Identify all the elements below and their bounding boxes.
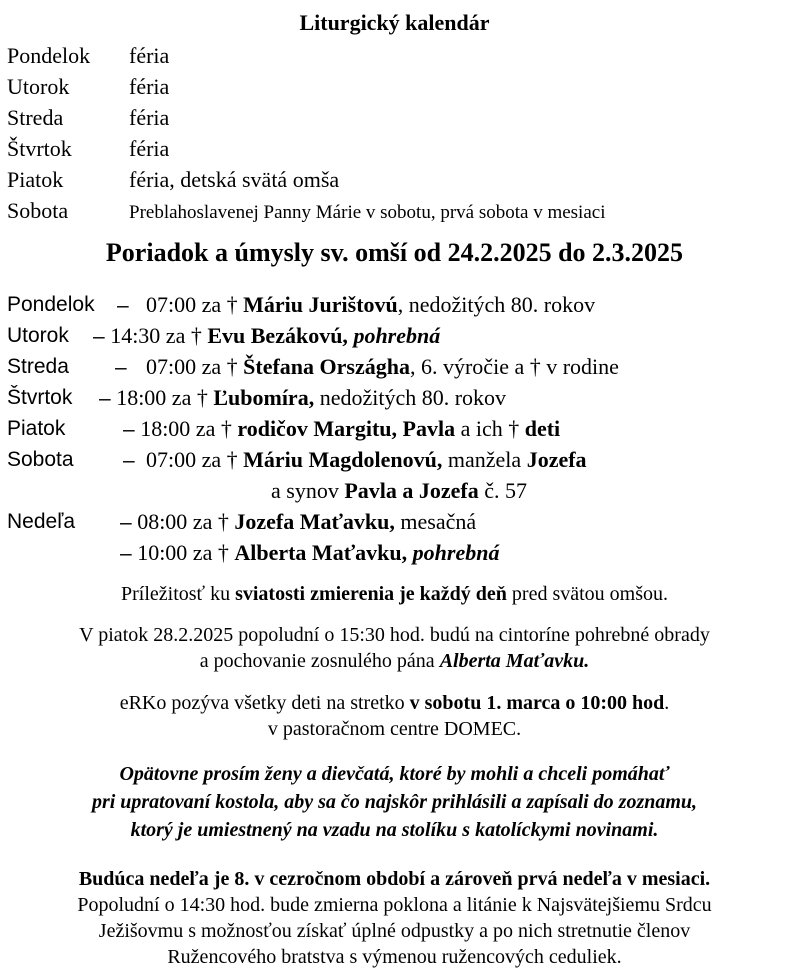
- liturgical-calendar-title: Liturgický kalendár: [299, 10, 490, 35]
- calendar-text: féria: [129, 43, 170, 68]
- mass-intention-note: č. 57: [478, 478, 527, 503]
- mass-day: Utorok: [7, 324, 69, 347]
- calendar-row: [7, 164, 605, 195]
- calendar-text: féria: [129, 74, 170, 99]
- mass-separator: –: [120, 542, 132, 565]
- mass-day: Pondelok: [7, 293, 95, 316]
- mass-intention-name: rodičov Margitu, Pavla: [237, 416, 456, 441]
- calendar-row: [7, 40, 605, 71]
- calendar-row: [7, 133, 605, 164]
- mass-intention-name: Jozefa Maťavku,: [234, 509, 395, 534]
- mass-time: 18:00 za †: [140, 416, 232, 441]
- mass-separator: –: [93, 325, 105, 348]
- mass-day: Streda: [7, 355, 69, 378]
- mass-day: Štvrtok: [7, 386, 73, 409]
- mass-intention-note: mesačná: [394, 509, 477, 534]
- mass-intention-note: pohrebná: [353, 323, 441, 348]
- calendar-day: Pondelok: [7, 43, 91, 68]
- calendar-day: Utorok: [7, 74, 70, 99]
- mass-intention-name: Alberta Maťavku,: [234, 540, 408, 565]
- mass-separator: –: [115, 356, 127, 379]
- mass-intention-name: Pavla a Jozefa: [344, 478, 479, 503]
- funeral-notice: V piatok 28.2.2025 popoludní o 15:30 hod. budú na cintoríne pohrebné obrady a pochovanie zosnulého pána Alberta Maťavku.: [79, 624, 710, 672]
- calendar-day: Sobota: [7, 198, 69, 223]
- mass-day: Piatok: [7, 417, 66, 440]
- mass-day: Sobota: [7, 448, 74, 471]
- mass-intention-name: Máriu Jurištovú: [243, 292, 398, 317]
- mass-separator: –: [120, 511, 132, 534]
- mass-time: 07:00 za †: [146, 354, 238, 379]
- mass-time: 07:00 za †: [146, 292, 238, 317]
- calendar-day: Piatok: [7, 167, 64, 192]
- mass-intention-note: a synov: [271, 478, 339, 503]
- mass-intention-name: Máriu Magdolenovú,: [243, 447, 443, 472]
- mass-separator: –: [123, 449, 135, 472]
- calendar-text: féria, detská svätá omša: [129, 167, 340, 192]
- liturgical-calendar: [7, 40, 605, 226]
- cleaning-request: Opätovne prosím ženy a dievčatá, ktoré by mohli a chceli pomáhať pri upratovaní kostola, aby sa čo najskôr prihlásili a zapísali do zoznamu, ktorý je umiestnený na vzadu na stolíku s katolíckymi novinami.: [91, 763, 698, 841]
- mass-intention-note: nedožitých 80. rokov: [314, 385, 507, 410]
- mass-intention-note: manžela: [442, 447, 522, 472]
- calendar-day: Streda: [7, 105, 64, 130]
- mass-separator: –: [123, 418, 135, 441]
- mass-time: 18:00 za †: [116, 385, 208, 410]
- mass-intention-name: Evu Bezákovú,: [207, 323, 348, 348]
- mass-day: Nedeľa: [7, 510, 76, 533]
- mass-intention-name: Štefana Országha: [243, 354, 410, 379]
- mass-intention-name: Ľubomíra,: [213, 385, 315, 410]
- calendar-row: [7, 71, 605, 102]
- confession-notice: Príležitosť ku sviatosti zmierenia je každý deň pred svätou omšou.: [120, 583, 668, 605]
- mass-time: 14:30 za †: [110, 323, 202, 348]
- calendar-text: féria: [129, 136, 170, 161]
- mass-time: 07:00 za †: [146, 447, 238, 472]
- mass-separator: –: [117, 294, 129, 317]
- calendar-text: féria: [129, 105, 170, 130]
- mass-time: 08:00 za †: [137, 509, 229, 534]
- calendar-day: Štvrtok: [7, 136, 72, 161]
- mass-intention-note: , nedožitých 80. rokov: [397, 292, 596, 317]
- erko-notice: eRKo pozýva všetky deti na stretko v sobotu 1. marca o 10:00 hod. v pastoračnom centre DOMEC.: [119, 692, 670, 740]
- mass-intention-name-2: deti: [524, 416, 561, 441]
- mass-intention-note: a ich †: [455, 416, 520, 441]
- calendar-row: [7, 195, 605, 226]
- calendar-text: Preblahoslavenej Panny Márie v sobotu, prvá sobota v mesiaci: [129, 202, 606, 223]
- mass-schedule-title: Poriadok a úmysly sv. omší od 24.2.2025 do 2.3.2025: [105, 238, 684, 267]
- mass-time: 10:00 za †: [137, 540, 229, 565]
- mass-intention-note: , 6. výročie a † v rodine: [409, 354, 619, 379]
- next-sunday-notice: Budúca nedeľa je 8. v cezročnom období a zároveň prvá nedeľa v mesiaci. Popoludní o 14:30 hod. bude zmierna poklona a litánie k Najsvätejšiemu Srdcu Ježišovmu s možnosťou získať úplné odpustky a po nich stretnutie členov Ružencového bratstva s výmenou ružencových ceduliek.: [77, 868, 712, 968]
- calendar-row: [7, 102, 605, 133]
- mass-separator: –: [99, 387, 111, 410]
- mass-intention-name-2: Jozefa: [526, 447, 587, 472]
- mass-intention-note: pohrebná: [412, 540, 500, 565]
